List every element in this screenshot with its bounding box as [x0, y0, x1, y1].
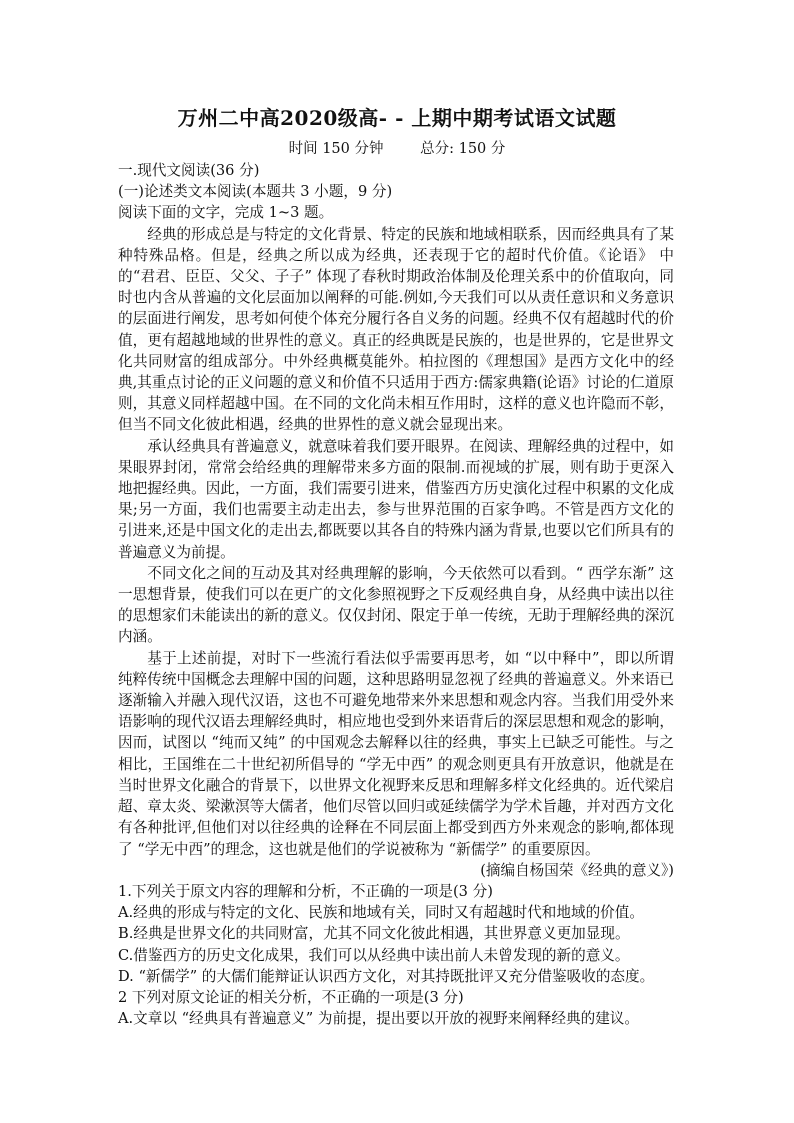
exam-info	[0, 137, 794, 158]
article-paragraph-1: 经典的形成总是与特定的文化背景、特定的民族和地域相联系，因而经典具有了某种特殊品格。但是，经典之所以成为经典，还表现于它的超时代价值。《论语》 中的“君君、臣臣、父父、子子” 体现了春秋时期政治体制及伦理关系中的价值取向，同时也内含从普遍的文化层面加以阐释的可能.例如,今天我们可以从责任意识和义务意识的层面进行阐发，思考如何使个体充分履行各自义务的问题。经典不仅有超越时代的价值，更有超越地域的世界性的意义。真正的经典既是民族的，也是世界的，它是世界文化共同财富的组成部分。中外经典概莫能外。柏拉图的《理想国》是西方文化中的经典,其重点讨论的正义问题的意义和价值不只适用于西方:儒家典籍(论语》讨论的仁道原则，其意义同样超越中国。在不同的文化尚未相互作用时，这样的意义也许隐而不彰，但当不同文化彼此相遇，经典的世界性的意义就会显现出来。	[118, 225, 674, 434]
question-1-stem: 1.下列关于原文内容的理解和分析，不正确的一项是(3 分)	[118, 882, 493, 900]
exam-time: 时间 150 分钟	[288, 141, 384, 157]
question-2-stem: 2 下列对原文论证的相关分析，不正确的一项是(3 分)	[118, 988, 464, 1006]
reading-instruction: 阅读下面的文字，完成 1~3 题。	[118, 204, 334, 222]
exam-score: 总分: 150 分	[420, 141, 506, 157]
exam-title: 万州二中高2020级高- - 上期中期考试语文试题	[177, 106, 617, 130]
article-source: (摘编自杨国荣《经典的意义》)	[480, 861, 674, 879]
question-1-option-b: B.经典是世界文化的共同财富，尤其不同文化彼此相遇，其世界意义更加显现。	[118, 925, 630, 943]
section-heading: 一.现代文阅读(36 分)	[118, 162, 260, 179]
question-1-option-c: C.借鉴西方的历史文化成果，我们可以从经典中读出前人未曾发现的新的意义。	[118, 946, 630, 964]
article-paragraph-3: 不同文化之间的互动及其对经典理解的影响，今天依然可以看到。“ 西学东渐” 这一思想背景，使我们可以在更广的文化参照视野之下反观经典自身，从经典中读出以往的思想家们未能读出的新的意义。仅仅封闭、限定于单一传统，无助于理解经典的深沉内涵。	[118, 564, 674, 646]
section-subheading: (一)论述类文本阅读(本题共 3 小题，9 分)	[118, 183, 393, 201]
question-2-option-a: A.文章以 “经典具有普遍意义” 为前提，提出要以开放的视野来阐释经典的建议。	[118, 1010, 639, 1028]
question-1-option-a: A.经典的形成与特定的文化、民族和地域有关，同时又有超越时代和地域的价值。	[118, 904, 644, 922]
article-paragraph-2: 承认经典具有普遍意义，就意味着我们要开眼界。在阅读、理解经典的过程中，如果眼界封闭，常常会给经典的理解带来多方面的限制.而视域的扩展，则有助于更深入地把握经典。因此，一方面，我们需要引进来，借鉴西方历史演化过程中积累的文化成果;另一方面，我们也需要主动走出去，参与世界范围的百家争鸣。不管是西方文化的引进来,还是中国文化的走出去,都既要以其各自的特殊内涵为背景,也要以它们所具有的普遍意义为前提。	[118, 437, 674, 561]
article-paragraph-4: 基于上述前提，对时下一些流行看法似乎需要再思考，如 “以中释中”，即以所谓纯粹传统中国概念去理解中国的问题，这种思路明显忽视了经典的普遍意义。外来语已逐渐输入并融入现代汉语，这也不可避免地带来外来思想和观念内容。当我们用受外来语影响的现代汉语去理解经典时，相应地也受到外来语背后的深层思想和观念的影响，因而，试图以 “纯而又纯” 的中国观念去解释以往的经典，事实上已缺乏可能性。与之相比，王国维在二十世纪初所倡导的 “学无中西” 的观念则更具有开放意识，他就是在当时世界文化融合的背景下，以世界文化视野来反思和理解多样文化经典的。近代梁启超、章太炎、梁漱溟等大儒者，他们尽管以回归或延续儒学为学术旨趣，并对西方文化有各种批评,但他们对以往经典的诠释在不同层面上都受到西方外来观念的影响,都体现了 “学无中西”的理念，这也就是他们的学说被称为 “新儒学” 的重要原因。	[118, 649, 674, 858]
question-1-option-d: D. “新儒学” 的大儒们能辩证认识西方文化，对其持既批评又充分借鉴吸收的态度。	[118, 967, 655, 985]
exam-content	[118, 160, 674, 1029]
